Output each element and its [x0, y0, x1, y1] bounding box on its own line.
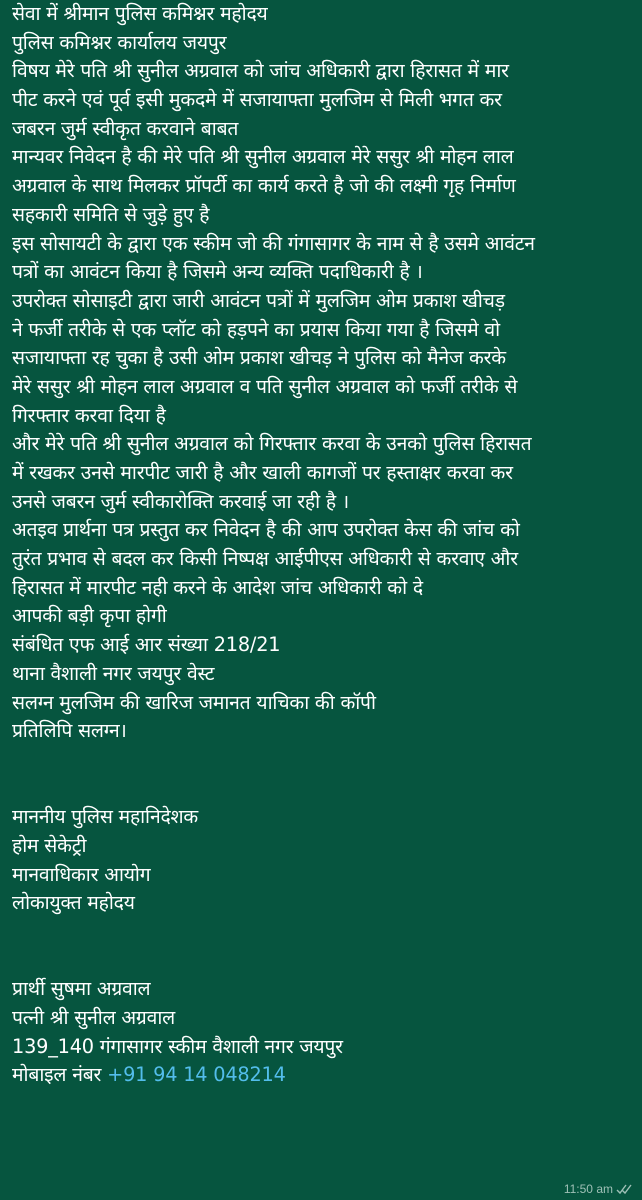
message-line: जबरन जुर्म स्वीकृत करवाने बाबत — [12, 116, 239, 140]
message-text — [12, 0, 636, 1090]
message-meta — [564, 1182, 634, 1196]
phone-label: मोबाइल नंबर — [12, 1063, 108, 1087]
message-line: और मेरे पति श्री सुनील अग्रवाल को गिरफ्तार करवा के उनको पुलिस हिरासत — [12, 432, 532, 456]
double-check-icon — [616, 1183, 634, 1195]
message-line: में रखकर उनसे मारपीट जारी है और खाली कागजों पर हस्ताक्षर करवा कर — [12, 461, 513, 484]
message-line: संबंधित एफ आई आर संख्या 218/21 — [12, 633, 281, 657]
message-line: लोकायुक्त महोदय — [12, 891, 135, 915]
message-line: पुलिस कमिश्नर कार्यालय जयपुर — [12, 30, 227, 54]
message-line: थाना वैशाली नगर जयपुर वेस्ट — [12, 661, 215, 685]
message-line: अग्रवाल के साथ मिलकर प्रॉपर्टी का कार्य करते है जो की लक्ष्मी गृह निर्माण — [12, 174, 516, 198]
blank-line — [12, 746, 636, 775]
message-line: सलग्न मुलजिम की खारिज जमानत याचिका की कॉपी — [12, 690, 376, 714]
message-line: उनसे जबरन जुर्म स्वीकारोक्ति करवाई जा रही है । — [12, 489, 349, 513]
message-line: इस सोसायटी के द्वारा एक स्कीम जो की गंगासागर के नाम से है उसमे आवंटन — [12, 231, 535, 255]
message-line: मेरे ससुर श्री मोहन लाल अग्रवाल व पति सुनील अग्रवाल को फर्जी तरीके से — [12, 374, 518, 398]
message-line: होम सेकेट्री — [12, 833, 87, 857]
message-line: उपरोक्त सोसाइटी द्वारा जारी आवंटन पत्रों में मुलजिम ओम प्रकाश खीचड़ — [12, 288, 505, 312]
blank-line — [12, 775, 636, 804]
message-line: प्रतिलिपि सलग्न। — [12, 719, 127, 743]
message-line: ने फर्जी तरीके से एक प्लॉट को हड़पने का प्रयास किया गया है जिसमे वो — [12, 317, 500, 341]
message-line: तुरंत प्रभाव से बदल कर किसी निष्पक्ष आईपीएस अधिकारी से करवाए और — [12, 547, 518, 571]
message-line: मानवाधिकार आयोग — [12, 862, 151, 886]
message-line: आपकी बड़ी कृपा होगी — [12, 604, 167, 628]
phone-number-link[interactable]: +91 94 14 048214 — [107, 1063, 286, 1087]
message-line: पीट करने एवं पूर्व इसी मुकदमे में सजायाफ्ता मुलजिम से मिली भगत कर — [12, 88, 502, 112]
message-line: गिरफ्तार करवा दिया है — [12, 403, 166, 427]
message-line: सजायाफ्ता रह चुका है उसी ओम प्रकाश खीचड़ ने पुलिस को मैनेज करके — [12, 346, 506, 370]
message-line: सेवा में श्रीमान पुलिस कमिश्नर महोदय — [12, 2, 268, 25]
message-line: हिरासत में मारपीट नही करने के आदेश जांच अधिकारी को दे — [12, 575, 423, 599]
message-line: अतइव प्रार्थना पत्र प्रस्तुत कर निवेदन है की आप उपरोक्त केस की जांच को — [12, 518, 520, 542]
message-line: माननीय पुलिस महानिदेशक — [12, 805, 199, 829]
message-line: मान्यवर निवेदन है की मेरे पति श्री सुनील अग्रवाल मेरे ससुर श्री मोहन लाल — [12, 145, 514, 169]
blank-line — [12, 918, 636, 947]
message-line: पत्रों का आवंटन किया है जिसमे अन्य व्यक्ति पदाधिकारी है । — [12, 260, 423, 284]
message-line: 139_140 गंगासागर स्कीम वैशाली नगर जयपुर — [12, 1034, 343, 1058]
blank-line — [12, 947, 636, 976]
message-line: पत्नी श्री सुनील अग्रवाल — [12, 1006, 175, 1030]
message-time: 11:50 am — [563, 1182, 613, 1196]
message-line: प्रार्थी सुषमा अग्रवाल — [12, 977, 151, 1001]
message-line: सहकारी समिति से जुड़े हुए है — [12, 202, 210, 226]
message-line: विषय मेरे पति श्री सुनील अग्रवाल को जांच अधिकारी द्वारा हिरासत में मार — [12, 59, 509, 83]
phone-line — [12, 1061, 636, 1090]
